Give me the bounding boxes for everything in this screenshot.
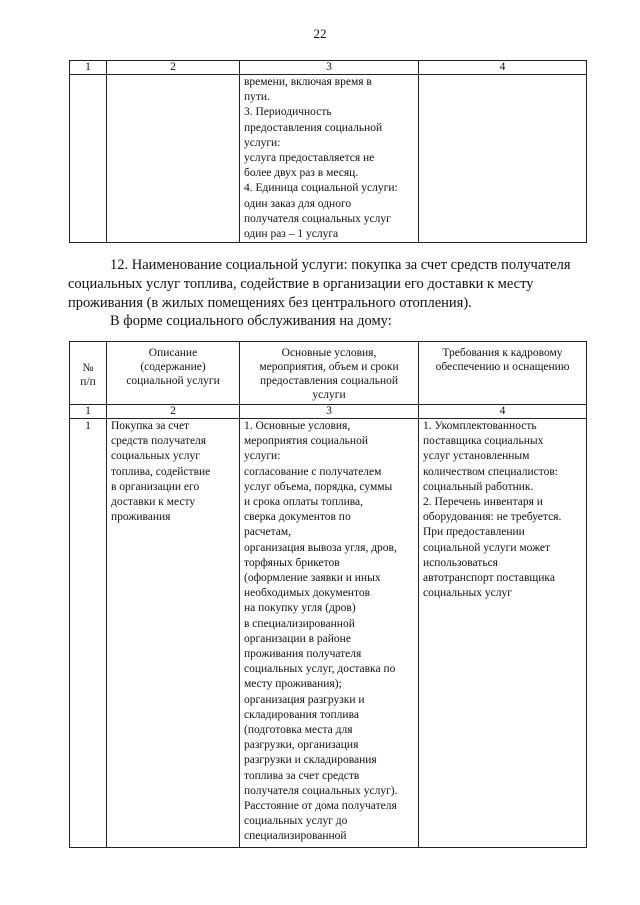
header-description (107, 342, 240, 405)
text-line: социальных услуг, доставка по (244, 663, 396, 676)
text-line: на покупку угля (дров) (244, 602, 356, 615)
text-line: складирования топлива (244, 708, 359, 721)
header-line: обеспечению и оснащению (435, 361, 570, 373)
table-row (70, 75, 587, 243)
text-line: социальной услуги может (423, 541, 551, 554)
text-line: пути. (244, 91, 270, 104)
text-line: 4. Единица социальной услуги: (244, 182, 398, 195)
header-requirements (419, 342, 587, 405)
text-line: 1. Основные условия, (244, 420, 351, 432)
text-line: более двух раз в месяц. (244, 167, 359, 180)
header-line: Описание (148, 347, 198, 359)
text-line: При предоставлении (423, 526, 525, 539)
text-line: средств получателя (111, 435, 207, 448)
text-line: сверка документов по (244, 511, 351, 524)
text-line: услуга предоставляется не (244, 152, 375, 165)
service-table (69, 341, 587, 848)
header-number (70, 342, 107, 405)
col-number: 3 (240, 405, 419, 419)
text-line: использоваться (423, 556, 498, 569)
text-line: месту проживания); (244, 678, 342, 691)
text-line: разгрузки, организация (244, 739, 359, 752)
text-line: в специализированной (244, 617, 355, 630)
table-number-row (70, 405, 587, 419)
text-line: один раз – 1 услуга (244, 228, 339, 241)
cell-row-number: 1 (70, 419, 107, 848)
section-12-heading (68, 256, 586, 313)
text-line: согласование с получателем (244, 465, 382, 478)
text-line: предоставления социальной (244, 121, 383, 134)
header-line: № (82, 362, 94, 374)
text-line: услуг объема, порядка, суммы (244, 480, 393, 493)
cell-requirements (419, 419, 587, 848)
text-line: услуги: (244, 450, 281, 463)
text-line: расчетам, (244, 526, 292, 539)
text-line: проживания (111, 511, 171, 524)
text-line: организация вывоза угля, дров, (244, 541, 397, 554)
text-line: 1. Укомплектованность (423, 420, 537, 432)
cell-empty (419, 75, 587, 243)
text-line: автотранспорт поставщика (423, 572, 555, 585)
text-line: времени, включая время в (244, 76, 372, 88)
text-line: торфяных брикетов (244, 556, 340, 569)
text-line: топлива, содействие (111, 465, 211, 478)
header-line: предоставления социальной (259, 375, 399, 387)
text-line: 3. Периодичность (244, 106, 332, 119)
header-conditions (240, 342, 419, 405)
text-line: оборудования: не требуется. (423, 511, 562, 524)
text-line: социальных услуг топлива, содействие в организации его доставки к месту (68, 276, 534, 292)
text-line: получателя социальных услуг). (244, 784, 398, 797)
text-line: социальных услуг (111, 450, 200, 463)
text-line: услуги: (244, 136, 281, 149)
header-line: социальной услуги (126, 375, 220, 387)
text-line: проживания (в жилых помещениях без центрального отопления). (68, 295, 472, 311)
text-line: необходимых документов (244, 587, 371, 600)
text-line: 2. Перечень инвентаря и (423, 496, 543, 509)
col-number: 4 (419, 61, 587, 75)
text-line: топлива за счет средств (244, 769, 360, 782)
header-line: услуги (312, 389, 346, 401)
text-line: и срока оплаты топлива, (244, 496, 364, 509)
header-line: п/п (80, 376, 96, 388)
text-line: количеством специалистов: (423, 465, 558, 478)
cell-empty (70, 75, 107, 243)
text-line: разгрузки и складирования (244, 754, 377, 767)
text-line: услуг установленным (423, 450, 530, 463)
service-form-label: В форме социального обслуживания на дому: (110, 313, 392, 329)
header-line: мероприятия, объем и сроки (259, 361, 399, 373)
text-line: поставщика социальных (423, 435, 544, 448)
text-line: социальных услуг (423, 587, 512, 600)
cell-empty (107, 75, 240, 243)
header-line: Требования к кадровому (442, 347, 563, 359)
text-line: (подготовка места для (244, 724, 353, 737)
text-line: организации в районе (244, 632, 351, 645)
header-line: (содержание) (140, 361, 206, 373)
text-line: проживания получателя (244, 648, 362, 661)
cell-conditions (240, 419, 419, 848)
text-line: организация разгрузки и (244, 693, 365, 706)
continuation-table (69, 60, 587, 243)
cell-conditions (240, 75, 419, 243)
text-line: специализированной (244, 830, 347, 843)
header-line: Основные условия, (281, 347, 377, 359)
table-header-row (70, 342, 587, 405)
text-line: Расстояние от дома получателя (244, 800, 397, 813)
text-line: один заказ для одного (244, 197, 352, 210)
text-line: социальных услуг до (244, 815, 348, 828)
col-number: 4 (419, 405, 587, 419)
table-number-row (70, 61, 587, 75)
text-line: 12. Наименование социальной услуги: покупка за счет средств получателя (110, 257, 571, 273)
col-number: 3 (240, 61, 419, 75)
text-line: (оформление заявки и иных (244, 572, 381, 585)
page-number: 22 (313, 26, 327, 41)
text-line: в организации его (111, 480, 200, 493)
text-line: Покупка за счет (111, 420, 190, 432)
col-number: 2 (107, 405, 240, 419)
col-number: 1 (70, 61, 107, 75)
text-line: получателя социальных услуг (244, 212, 391, 225)
cell-description (107, 419, 240, 848)
text-line: доставки к месту (111, 496, 196, 509)
text-line: мероприятия социальной (244, 435, 368, 448)
col-number: 1 (70, 405, 107, 419)
table-row (70, 419, 587, 848)
text-line: социальный работник. (423, 480, 534, 493)
col-number: 2 (107, 61, 240, 75)
